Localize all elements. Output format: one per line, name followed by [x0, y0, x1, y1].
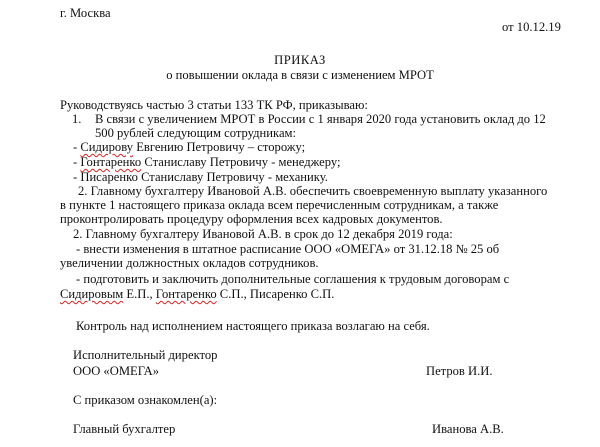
control-paragraph: Контроль над исполнением настоящего приказа возлагаю на себя. [76, 319, 430, 333]
item2b-bullet2-line2: Сидировым Е.П., Гонтаренко С.П., Писаренко С.П. [60, 287, 335, 301]
signatory-company: ООО «ОМЕГА» [73, 364, 160, 378]
employee-surname: Писаренко [80, 170, 138, 184]
item2b-bullet2-line1: - подготовить и заключить дополнительные соглашения к трудовым договорам с [76, 272, 510, 286]
acquainted-label: С приказом ознакомлен(а): [73, 393, 218, 407]
item2b-line1: 2. Главному бухгалтеру Ивановой А.В. в срок до 12 декабря 2019 года: [73, 227, 453, 241]
employee-surname: Сидировым [60, 287, 124, 301]
city: г. Москва [60, 6, 111, 20]
employee-surname: Гонтаренко [80, 155, 142, 169]
signatory-position: Исполнительный директор [73, 348, 218, 362]
item1-marker: 1. [72, 112, 82, 126]
employee-surname: Сидирову [80, 140, 134, 154]
signatory-name: Петров И.И. [426, 364, 493, 378]
item2-line2: в пункте 1 настоящего приказа оклада всем перечисленным сотрудникам, а также [60, 198, 499, 212]
intro-paragraph: Руководствуясь частью 3 статьи 133 ТК РФ, приказываю: [60, 98, 368, 112]
item2b-bullet1-line1: - внести изменения в штатное расписание ООО «ОМЕГА» от 31.12.18 № 25 об [76, 242, 500, 256]
employee-surname: Гонтаренко [155, 287, 217, 301]
document-subtitle: о повышении оклада в связи с изменением МРОТ [166, 68, 434, 82]
item1-line2: 500 рублей следующим сотрудникам: [95, 126, 297, 140]
employee-surname: Писаренко [249, 287, 308, 301]
item2-line1: 2. Главному бухгалтеру Ивановой А.В. обеспечить своевременную выплату указанного [78, 184, 548, 198]
acquainted-position: Главный бухгалтер [73, 422, 176, 436]
document-date: от 10.12.19 [502, 20, 561, 34]
employee-item: - Гонтаренко Станиславу Петровичу - менеджеру; [73, 155, 341, 169]
item1-line1: В связи с увеличением МРОТ в России с 1 января 2020 года установить оклад до 12 [95, 112, 546, 126]
item2b-bullet1-line2: увеличении должностных окладов сотрудников. [60, 256, 319, 270]
acquainted-name: Иванова А.В. [432, 422, 504, 436]
document-title: ПРИКАЗ [274, 53, 326, 67]
employee-item: - Сидирову Евгению Петровичу – сторожу; [73, 140, 306, 154]
employee-item: - Писаренко Станиславу Петровичу - механику. [73, 170, 328, 184]
item2-line3: проконтролировать процедуру оформления всех кадровых документов. [60, 212, 443, 226]
